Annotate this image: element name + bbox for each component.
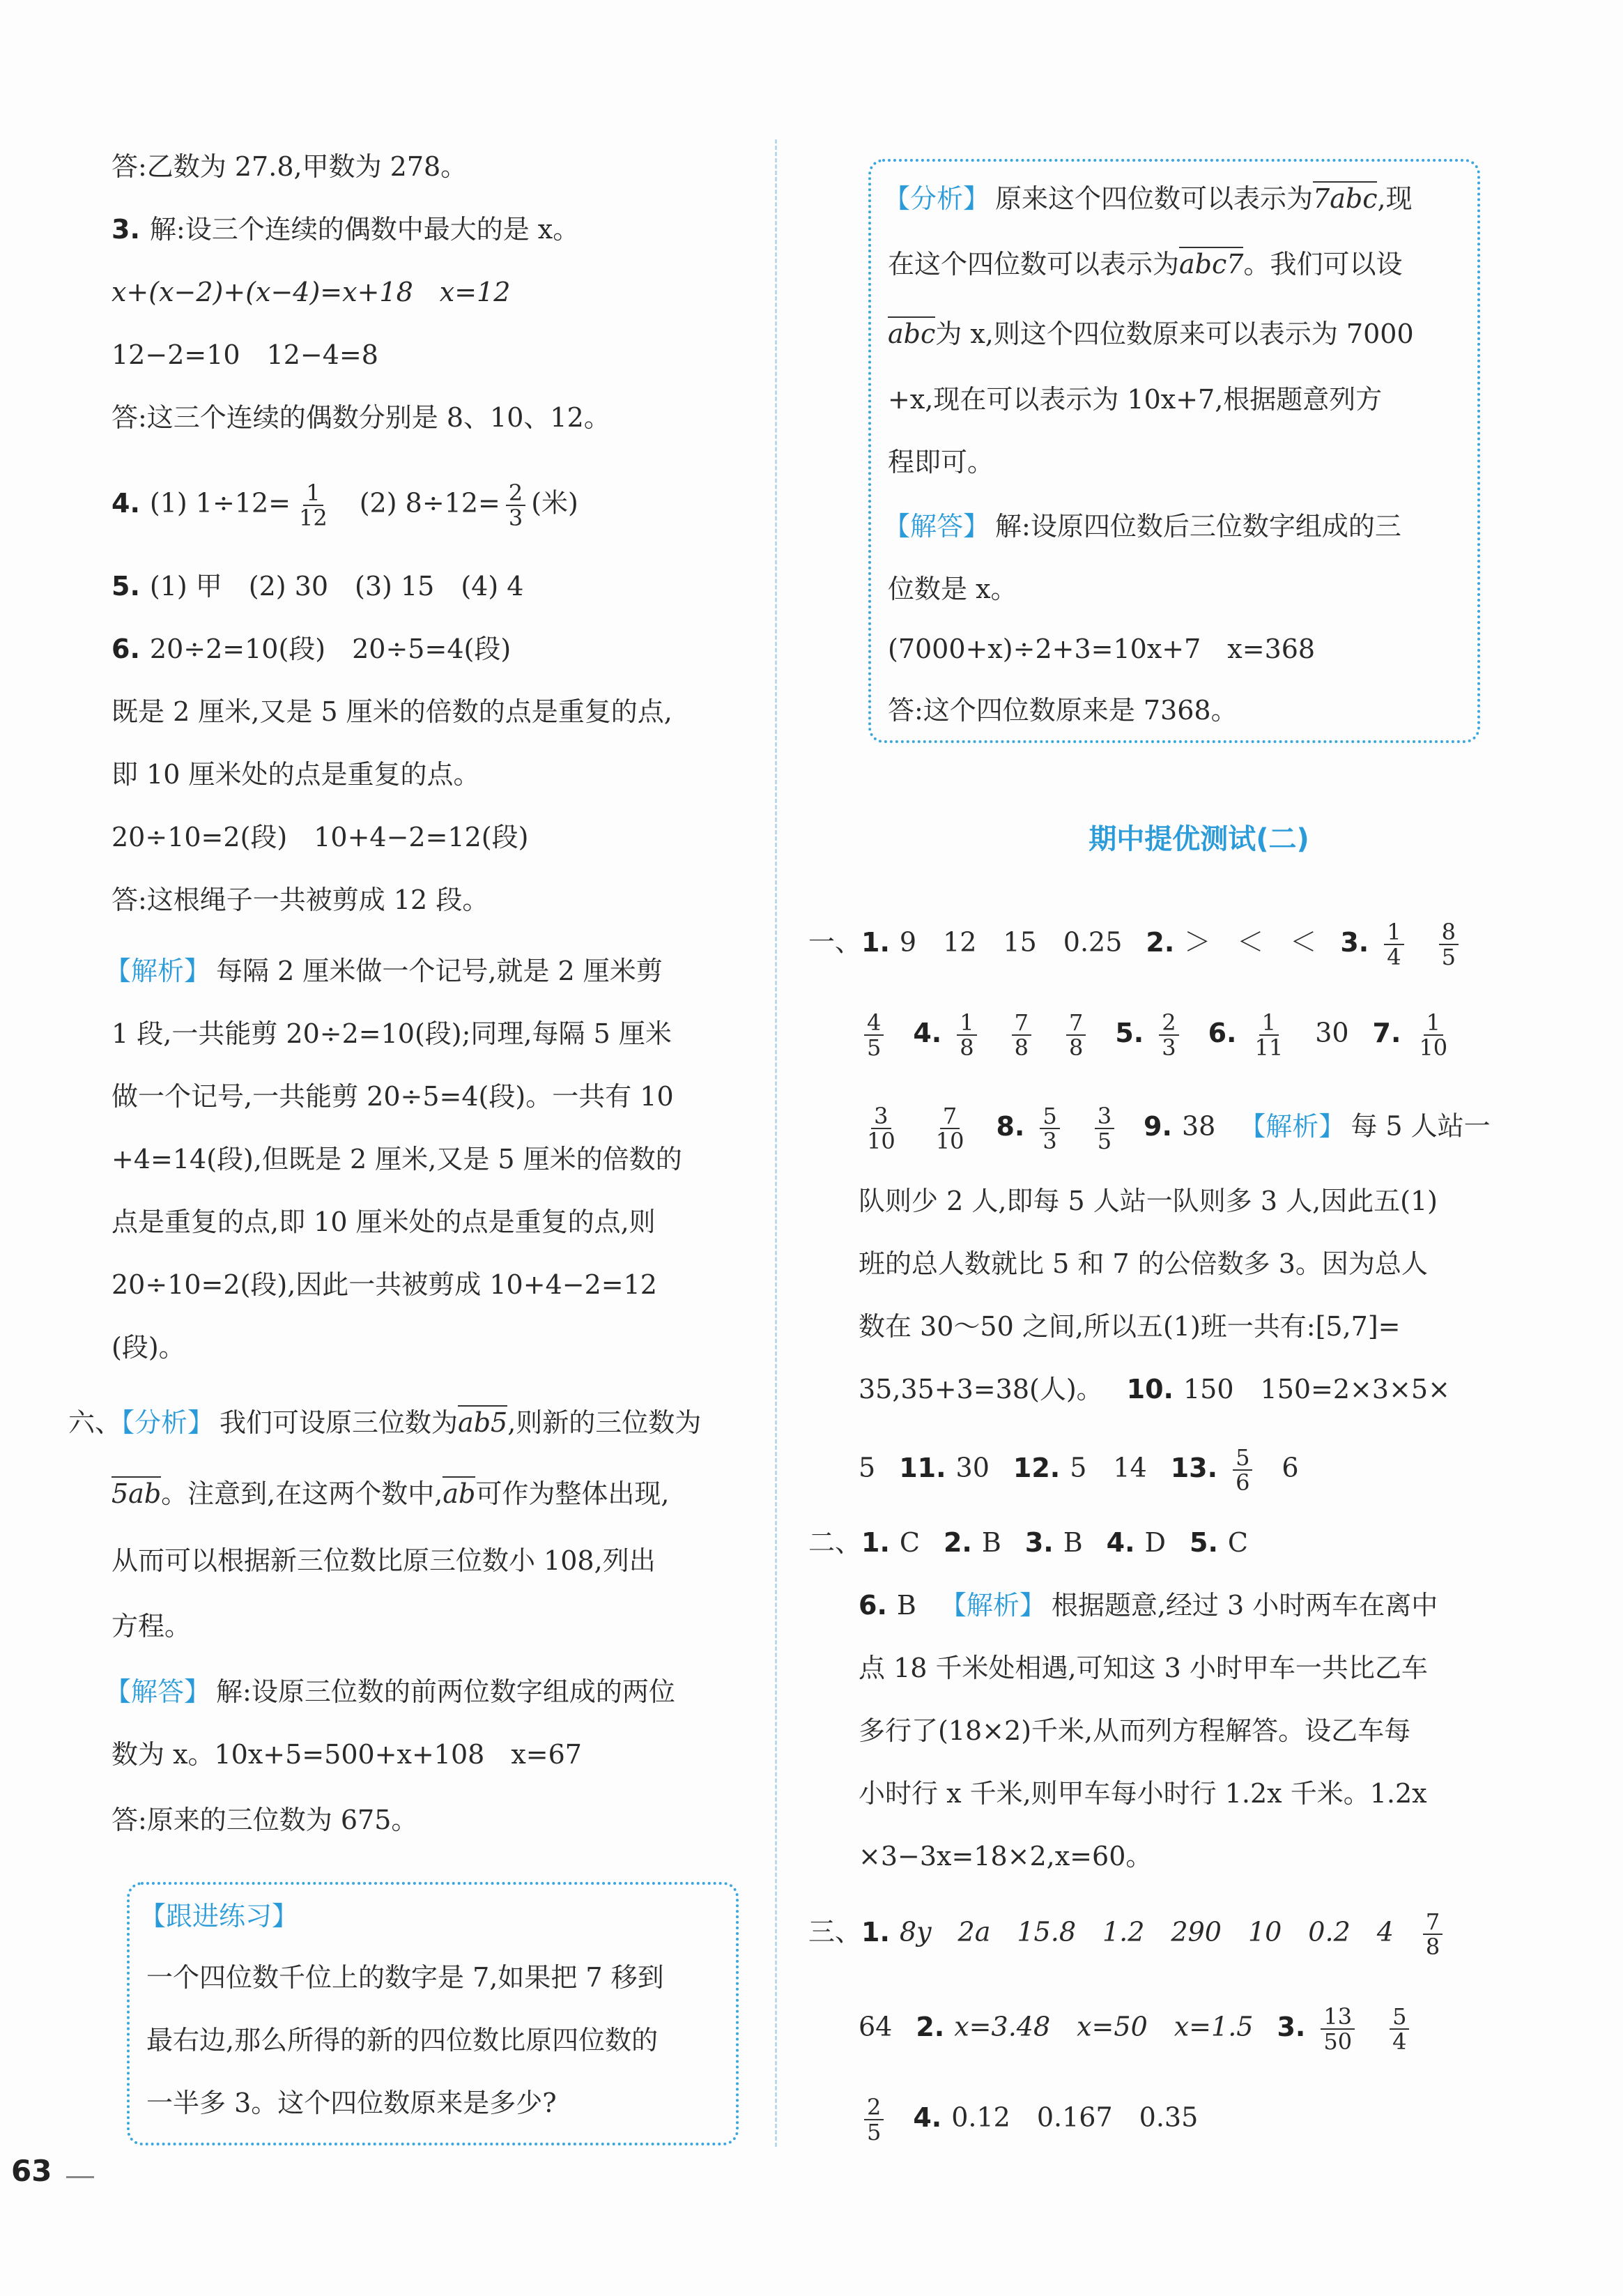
question-number: 13. [1170, 1452, 1218, 1483]
question-text: (1) 甲 (2) 30 (3) 15 (4) 4 [149, 571, 524, 602]
solution-tag: 【解答】 [105, 1676, 211, 1707]
question-number: 4. [913, 1017, 942, 1048]
solution-line [105, 1673, 675, 1710]
fraction [864, 1011, 884, 1059]
answer-line: 答:这三个连续的偶数分别是 8、10、12。 [111, 402, 610, 433]
numerator: 7 [1012, 1011, 1031, 1036]
answer-text: D [1144, 1527, 1166, 1558]
calc-line: 20÷10=2(段) 10+4−2=12(段) [111, 822, 529, 852]
overline-number: abc [888, 316, 935, 349]
fraction [1252, 1011, 1286, 1059]
fraction [506, 481, 525, 530]
text: ,则新的三位数为 [507, 1407, 702, 1438]
overline-number: 5ab [111, 1476, 161, 1509]
question-number: 1. [861, 1916, 890, 1947]
text: 每隔 2 厘米做一个记号,就是 2 厘米剪 [216, 956, 663, 986]
question-number: 11. [899, 1452, 946, 1483]
denominator: 10 [867, 1128, 895, 1154]
answer-text: 38 [1181, 1110, 1216, 1142]
overline-number: ab [443, 1476, 475, 1509]
denominator: 8 [960, 1034, 974, 1061]
text-line: 既是 2 厘米,又是 5 厘米的倍数的点是重复的点, [111, 696, 672, 727]
answer-text: B [896, 1590, 916, 1621]
question-number: 3. [1277, 2011, 1306, 2042]
text-line [888, 315, 1414, 353]
answer-text: 150 150=2×3×5× [1183, 1374, 1450, 1405]
denominator: 11 [1254, 1034, 1284, 1061]
fraction [1066, 1011, 1086, 1059]
numerator: 8 [1439, 920, 1459, 945]
numerator: 3 [1095, 1104, 1114, 1129]
numerator: 7 [1423, 1910, 1443, 1935]
answer-text: 6 [1282, 1452, 1299, 1483]
numerator: 7 [1066, 1011, 1086, 1036]
analysis-tag: 【解析】 [939, 1590, 1046, 1621]
fraction [1321, 2005, 1355, 2053]
fraction [957, 1011, 976, 1059]
question-number: 2. [943, 1527, 972, 1558]
calc-line: 12−2=10 12−4=8 [111, 339, 378, 370]
equation-line: x+(x−2)+(x−4)=x+18 x=12 [111, 277, 511, 307]
denominator: 10 [1419, 1034, 1448, 1061]
denominator: 3 [508, 505, 523, 531]
numerator: 2 [864, 2095, 884, 2120]
column-divider [775, 139, 777, 2147]
fraction [1439, 920, 1459, 969]
section-title: 期中提优测试(二) [1089, 823, 1309, 855]
part1-row8 [859, 1446, 1299, 1494]
answer-text: B [1063, 1527, 1083, 1558]
fraction [1390, 2005, 1409, 2053]
section-label: 二、 [808, 1527, 862, 1558]
q4-part1: (1) 1÷12= [149, 487, 291, 519]
question-number: 12. [1013, 1452, 1061, 1483]
question-4 [111, 481, 578, 530]
question-text: 20÷2=10(段) 20÷5=4(段) [149, 634, 511, 664]
answer-text: B [981, 1527, 1001, 1558]
fraction [1012, 1011, 1031, 1059]
answer-text: C [899, 1527, 920, 1558]
part1-row2 [859, 1011, 1456, 1059]
text-line [888, 245, 1402, 283]
numerator: 1 [1424, 1011, 1443, 1036]
text-line [111, 1475, 669, 1513]
text: 原来这个四位数可以表示为 [995, 183, 1314, 214]
question-number: 4. [913, 2102, 942, 2133]
answer-line: 答:原来的三位数为 675。 [111, 1805, 418, 1835]
text-line: 一半多 3。这个四位数原来是多少? [146, 2088, 557, 2118]
answer-line: 答:这根绳子一共被剪成 12 段。 [111, 885, 489, 915]
text-line: 方程。 [111, 1611, 192, 1641]
answer-line: 答:乙数为 27.8,甲数为 278。 [111, 151, 468, 182]
question-number: 6. [859, 1590, 887, 1621]
question-text: 解:设三个连续的偶数中最大的是 x。 [149, 214, 580, 245]
numerator: 5 [1233, 1446, 1252, 1471]
fraction [1423, 1910, 1443, 1959]
text: 。我们可以设 [1243, 249, 1403, 280]
text-line: 数在 30～50 之间,所以五(1)班一共有:[5,7]= [859, 1311, 1401, 1342]
fraction [864, 2095, 884, 2144]
numerator: 1 [1259, 1011, 1279, 1036]
section-label: 三、 [808, 1916, 862, 1947]
text-line: +x,现在可以表示为 10x+7,根据题意列方 [888, 384, 1383, 415]
text: 为 x,则这个四位数原来可以表示为 7000 [935, 319, 1414, 349]
text: 解:设原四位数后三位数字组成的三 [995, 511, 1401, 542]
question-number: 5. [1115, 1017, 1144, 1048]
analysis-tag: 【解析】 [105, 956, 211, 986]
question-number: 8. [996, 1110, 1025, 1142]
q4-part2: (2) 8÷12= [359, 487, 500, 519]
question-number: 2. [1146, 926, 1175, 958]
fraction [1095, 1104, 1114, 1153]
text: 每 5 人站一 [1351, 1110, 1491, 1142]
question-number: 1. [861, 926, 890, 958]
answer-text: 5 14 [1070, 1452, 1147, 1483]
denominator: 5 [867, 2119, 882, 2145]
text-line: 多行了(18×2)千米,从而列方程解答。设乙车每 [859, 1715, 1411, 1746]
text-line: 一个四位数千位上的数字是 7,如果把 7 移到 [146, 1962, 664, 1993]
numerator: 4 [864, 1011, 884, 1036]
denominator: 6 [1236, 1469, 1250, 1496]
denominator: 10 [935, 1128, 964, 1154]
text: 解:设原三位数的前两位数字组成的两位 [216, 1676, 675, 1707]
follow-up-tag [139, 1897, 304, 1935]
fraction [1159, 1011, 1178, 1059]
text-line: 数为 x。10x+5=500+x+108 x=67 [111, 1739, 582, 1770]
answer-text: 30 [1315, 1017, 1349, 1048]
answer-text: x=3.48 x=50 x=1.5 [954, 2011, 1254, 2042]
text-line: 点 18 千米处相遇,可知这 3 小时甲车一共比乙车 [859, 1653, 1428, 1683]
question-number: 9. [1144, 1110, 1172, 1142]
fraction [1233, 1446, 1252, 1494]
denominator: 3 [1162, 1034, 1176, 1061]
denominator: 5 [1441, 944, 1456, 970]
analysis-tag: 【分析】 [884, 183, 990, 214]
fraction [1040, 1104, 1059, 1153]
text-line: 小时行 x 千米,则甲车每小时行 1.2x 千米。1.2x [859, 1778, 1427, 1809]
text-line: ×3−3x=18×2,x=60。 [859, 1841, 1153, 1872]
follow-up-label: 【跟进练习】 [139, 1901, 299, 1931]
solution-tag: 【解答】 [884, 511, 990, 542]
numerator: 2 [506, 481, 525, 506]
question-number: 6. [111, 634, 140, 664]
answer-text: 30 [955, 1452, 990, 1483]
question-number: 3. [1340, 926, 1369, 958]
numerator: 1 [303, 481, 323, 506]
denominator: 4 [1387, 944, 1401, 970]
question-number: 4. [111, 487, 140, 519]
denominator: 5 [1097, 1128, 1112, 1154]
text: 我们可设原三位数为 [220, 1407, 459, 1438]
numerator: 5 [1390, 2005, 1409, 2030]
denominator: 8 [1014, 1034, 1029, 1061]
text-line: 1 段,一共能剪 20÷2=10(段);同理,每隔 5 厘米 [111, 1018, 672, 1049]
overline-number: ab5 [458, 1405, 507, 1438]
numerator: 3 [871, 1104, 891, 1129]
text-line: 最右边,那么所得的新的四位数比原四位数的 [146, 2025, 659, 2056]
question-number: 5. [1190, 1527, 1218, 1558]
section-label: 六、 [68, 1407, 122, 1438]
question-number: 3. [111, 214, 140, 245]
fraction [864, 1104, 898, 1153]
text-line: 程即可。 [888, 447, 994, 477]
question-number: 4. [1106, 1527, 1135, 1558]
answer-line: 答:这个四位数原来是 7368。 [888, 695, 1238, 726]
question-3 [111, 211, 579, 248]
part2-q6 [859, 1586, 1438, 1624]
answer-text: 0.12 0.167 0.35 [951, 2102, 1199, 2133]
question-number: 2. [916, 2011, 945, 2042]
analysis-tag: 【解析】 [1239, 1110, 1346, 1142]
fraction [1416, 1011, 1450, 1059]
part3-row2 [859, 2005, 1415, 2053]
text-line: +4=14(段),但既是 2 厘米,又是 5 厘米的倍数的 [111, 1144, 682, 1174]
q4-unit: (米) [531, 487, 578, 519]
question-number: 3. [1024, 1527, 1054, 1558]
question-5 [111, 567, 523, 605]
numerator: 13 [1321, 2005, 1355, 2030]
page-number-rule [66, 2176, 94, 2178]
denominator: 50 [1323, 2028, 1353, 2055]
text: 根据题意,经过 3 小时两车在离中 [1051, 1590, 1438, 1621]
text: 35,35+3=38(人)。 [859, 1374, 1103, 1405]
question-number: 5. [111, 571, 140, 602]
part2-row1 [808, 1524, 1248, 1561]
solution-line [884, 507, 1401, 545]
denominator: 5 [867, 1034, 882, 1061]
denominator: 3 [1043, 1128, 1057, 1154]
text-line: 队则少 2 人,即每 5 人站一队则多 3 人,因此五(1) [859, 1186, 1438, 1216]
text: 5 [859, 1452, 876, 1483]
denominator: 12 [299, 505, 328, 531]
denominator: 8 [1425, 1934, 1440, 1960]
overline-number: abc7 [1179, 247, 1243, 280]
analysis-line [884, 180, 1413, 217]
question-number: 10. [1126, 1374, 1174, 1405]
text: 可作为整体出现, [475, 1478, 670, 1509]
text-line: 从而可以根据新三位数比原三位数小 108,列出 [111, 1545, 656, 1576]
part3-row1 [808, 1910, 1448, 1959]
numerator: 7 [940, 1104, 960, 1129]
part1-row3 [859, 1104, 1491, 1153]
page-number: 63 [11, 2154, 52, 2188]
denominator: 8 [1068, 1034, 1084, 1061]
question-number: 6. [1208, 1017, 1237, 1048]
fraction [933, 1104, 967, 1153]
numerator: 2 [1159, 1011, 1178, 1036]
text-line: 20÷10=2(段),因此一共被剪成 10+4−2=12 [111, 1269, 657, 1300]
question-6 [111, 630, 511, 668]
text-line: 点是重复的点,即 10 厘米处的点是重复的点,则 [111, 1207, 656, 1237]
text: ,现 [1377, 183, 1413, 214]
text-line: 做一个记号,一共能剪 20÷5=4(段)。一共有 10 [111, 1081, 674, 1112]
text-line: 即 10 厘米处的点是重复的点。 [111, 759, 480, 790]
fraction [296, 481, 330, 530]
equation-line: (7000+x)÷2+3=10x+7 x=368 [888, 634, 1316, 664]
text-line: 位数是 x。 [888, 574, 1017, 604]
text-line: (段)。 [111, 1332, 185, 1363]
question-number: 7. [1372, 1017, 1401, 1048]
numerator: 5 [1040, 1104, 1059, 1129]
section-6-line [68, 1404, 701, 1441]
text-line: 班的总人数就比 5 和 7 的公倍数多 3。因为总人 [859, 1248, 1428, 1279]
answer-text: C [1227, 1527, 1248, 1558]
part3-row3 [859, 2095, 1198, 2144]
numerator: 1 [957, 1011, 976, 1036]
text: 在这个四位数可以表示为 [888, 249, 1180, 280]
text: 。注意到,在这两个数中, [161, 1478, 443, 1509]
numerator: 1 [1384, 920, 1403, 945]
overline-number: 7abc [1313, 181, 1377, 214]
part1-row1 [808, 920, 1464, 969]
answer-text: 9 12 15 0.25 [899, 926, 1123, 958]
fraction [1384, 920, 1403, 969]
analysis-line [105, 952, 663, 990]
answer-text: ＞ ＜ ＜ [1184, 926, 1317, 958]
section-label: 一、 [808, 926, 862, 958]
answer-text: 64 [859, 2011, 893, 2042]
question-number: 1. [861, 1527, 890, 1558]
text-line [859, 1370, 1450, 1408]
answer-text: 8y 2a 15.8 1.2 290 10 0.2 4 [899, 1916, 1394, 1947]
analysis-tag: 【分析】 [121, 1407, 215, 1438]
denominator: 4 [1392, 2028, 1407, 2055]
